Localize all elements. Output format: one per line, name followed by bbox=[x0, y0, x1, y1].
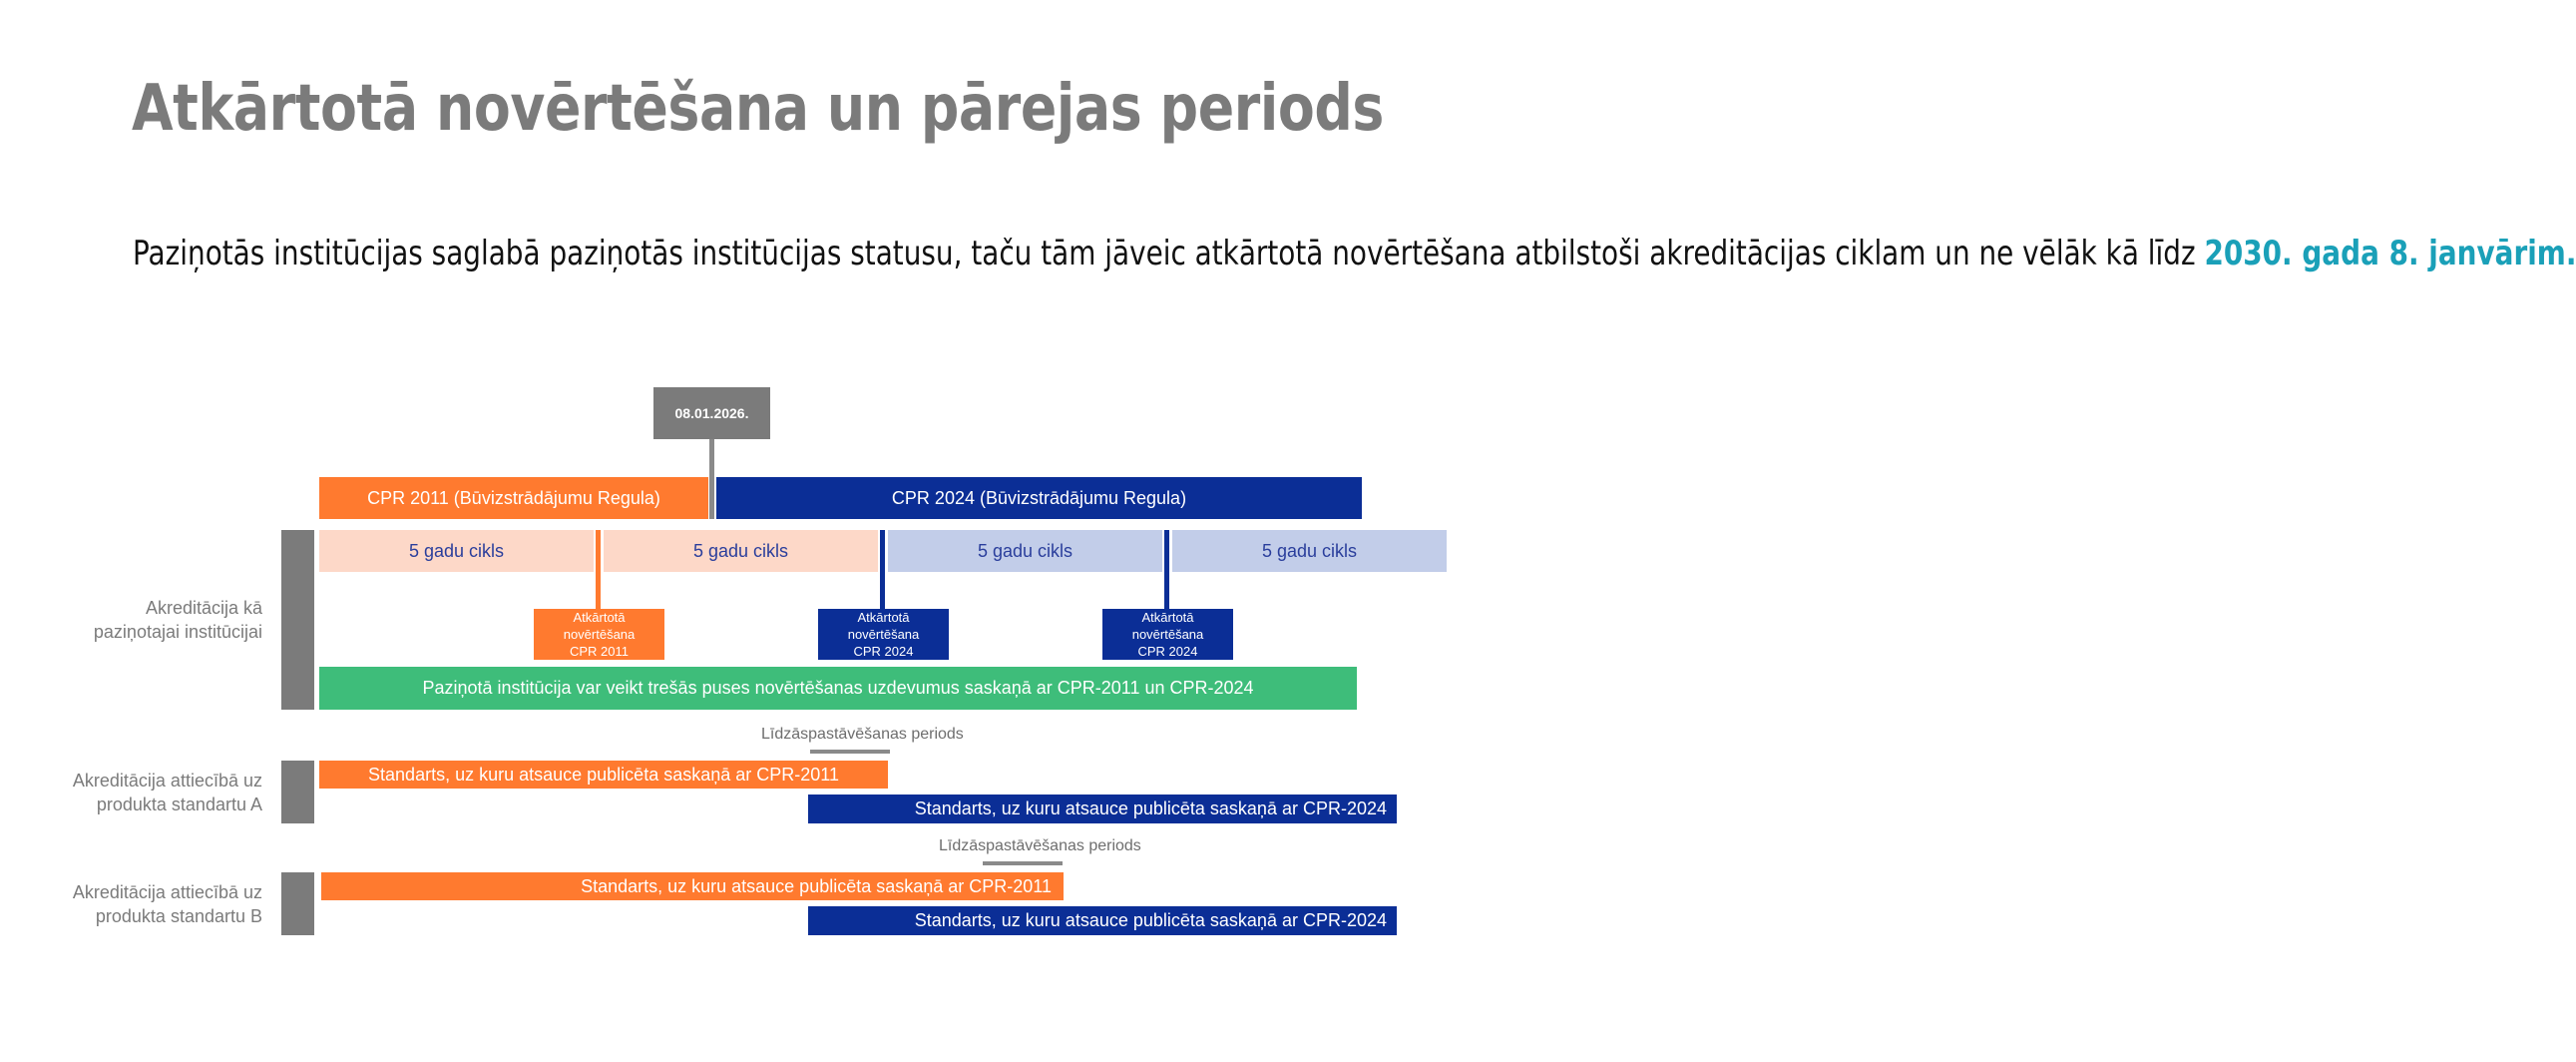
row-marker-accreditation-nb bbox=[281, 530, 314, 710]
page-title: Atkārtotā novērtēšana un pārejas periods bbox=[132, 72, 1385, 146]
reassessment-cpr2011: Atkārtotā novērtēšana CPR 2011 bbox=[534, 609, 664, 660]
cycle-1: 5 gadu cikls bbox=[319, 530, 594, 572]
reassessment-1-connector bbox=[596, 530, 601, 610]
row-label-standard-b: Akreditācija attiecībā uz produkta standartu B bbox=[72, 882, 262, 926]
cycle-3: 5 gadu cikls bbox=[888, 530, 1162, 572]
reassessment-cpr2024-b: Atkārtotā novērtēšana CPR 2024 bbox=[1102, 609, 1233, 660]
coexistence-bracket-b bbox=[983, 861, 1063, 865]
date-marker-line bbox=[709, 439, 714, 519]
row-marker-standard-a bbox=[281, 761, 314, 823]
subtitle-highlight-date: 2030. gada 8. janvārim. bbox=[2204, 234, 2576, 273]
coexistence-label-a: Līdzāspastāvēšanas periods bbox=[761, 726, 964, 743]
subtitle-text: Paziņotās institūcijas saglabā paziņotās institūcijas statusu, taču tām jāveic atkārtotā novērtēšana atbilstoši akreditācijas ciklam un ne vēlāk kā līdz bbox=[133, 234, 2196, 273]
standard-b-cpr2024-bar: Standarts, uz kuru atsauce publicēta saskaņā ar CPR-2024 bbox=[808, 906, 1397, 935]
coexistence-bracket-a bbox=[810, 750, 890, 754]
row-label-standard-a: Akreditācija attiecībā uz produkta standartu A bbox=[72, 771, 262, 814]
row-label-accreditation-nb: Akreditācija kā paziņotajai institūcijai bbox=[93, 598, 262, 642]
reassessment-cpr2024-a: Atkārtotā novērtēšana CPR 2024 bbox=[818, 609, 949, 660]
cycle-2: 5 gadu cikls bbox=[604, 530, 878, 572]
cycle-4: 5 gadu cikls bbox=[1172, 530, 1447, 572]
standard-b-cpr2011-bar: Standarts, uz kuru atsauce publicēta saskaņā ar CPR-2011 bbox=[321, 872, 1064, 900]
notified-body-bar: Paziņotā institūcija var veikt trešās puses novērtēšanas uzdevumus saskaņā ar CPR-2011 un CPR-2024 bbox=[319, 667, 1357, 710]
standard-a-cpr2011-bar: Standarts, uz kuru atsauce publicēta saskaņā ar CPR-2011 bbox=[319, 761, 888, 789]
date-marker: 08.01.2026. bbox=[653, 387, 770, 439]
cpr2011-regulation-bar: CPR 2011 (Būvizstrādājumu Regula) bbox=[319, 477, 708, 519]
standard-a-cpr2024-bar: Standarts, uz kuru atsauce publicēta saskaņā ar CPR-2024 bbox=[808, 795, 1397, 823]
reassessment-3-connector bbox=[1164, 530, 1169, 610]
coexistence-label-b: Līdzāspastāvēšanas periods bbox=[939, 837, 1141, 854]
cpr2024-regulation-bar: CPR 2024 (Būvizstrādājumu Regula) bbox=[716, 477, 1362, 519]
reassessment-2-connector bbox=[880, 530, 885, 610]
row-marker-standard-b bbox=[281, 872, 314, 935]
